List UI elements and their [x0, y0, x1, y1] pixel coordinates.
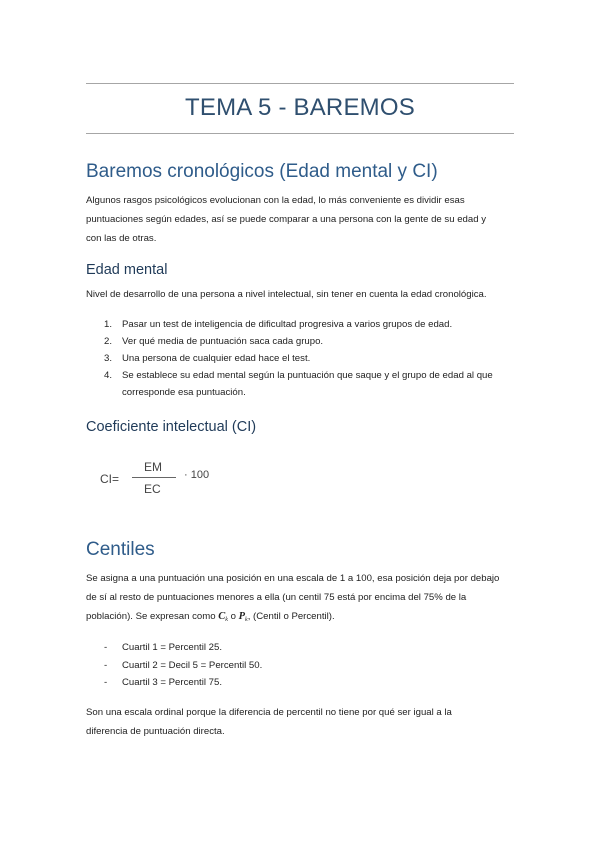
list-dash: -: [104, 677, 108, 688]
centil-symbol: C: [218, 611, 226, 622]
list-number: 3.: [104, 353, 113, 364]
ci-formula: [96, 458, 236, 502]
percentil-subscript: k: [245, 617, 248, 623]
intro-paragraph: [86, 191, 518, 248]
formula-denominator: EC: [144, 482, 161, 496]
list-item: [86, 674, 518, 692]
cuartiles-list: [86, 639, 518, 692]
list-text: Cuartil 1 = Percentil 25.: [122, 642, 222, 653]
page-title: TEMA 5 - BAREMOS: [185, 94, 415, 121]
list-item: [86, 367, 518, 401]
intro-line: Algunos rasgos psicológicos evolucionan con la edad, lo más conveniente es dividir esas: [86, 195, 465, 206]
list-text: Cuartil 3 = Percentil 75.: [122, 677, 222, 688]
closing-paragraph: [86, 703, 518, 741]
paragraph-text: , (Centil o Percentil).: [247, 611, 335, 622]
list-dash: -: [104, 659, 108, 671]
list-number: 4.: [104, 370, 113, 381]
list-text: Ver qué media de puntuación saca cada grupo.: [122, 336, 324, 347]
list-text: corresponde esa puntuación.: [122, 387, 246, 398]
centiles-paragraph: [86, 569, 518, 630]
title-top-rule: [86, 83, 514, 84]
section-heading-centiles: Centiles: [86, 539, 155, 560]
paragraph-line: de sí al resto de puntuaciones menores a ella (un centil 75 está por encima del 75% de la: [86, 592, 467, 603]
formula-lhs: CI=: [100, 472, 120, 486]
formula-multiplier: · 100: [184, 469, 210, 481]
list-item: [86, 657, 518, 675]
intro-line: con las de otras.: [86, 233, 157, 244]
section-heading-baremos: Baremos cronológicos (Edad mental y CI): [86, 161, 438, 182]
paragraph-text: población). Se expresan como: [86, 611, 219, 622]
paragraph-text: o: [227, 611, 239, 622]
centil-subscript: k: [225, 617, 228, 623]
list-text: Una persona de cualquier edad hace el test.: [122, 353, 311, 364]
list-item: [86, 350, 518, 367]
list-dash: -: [104, 642, 108, 653]
intro-line: puntuaciones según edades, así se puede comparar a una persona con la gente de su edad y: [86, 214, 487, 225]
paragraph-line: Son una escala ordinal porque la diferencia de percentil no tiene por qué ser igual a la: [86, 707, 452, 718]
list-text: Pasar un test de inteligencia de dificultad progresiva a varios grupos de edad.: [122, 319, 453, 330]
formula-fraction-bar: [132, 477, 176, 478]
paragraph-line: diferencia de puntuación directa.: [86, 726, 225, 737]
subheading-ci: Coeficiente intelectual (CI): [86, 419, 257, 435]
list-number: 2.: [104, 336, 113, 347]
list-text: Cuartil 2 = Decil 5 = Percentil 50.: [122, 659, 263, 671]
paragraph-line: [86, 607, 518, 630]
formula-numerator: EM: [144, 460, 162, 474]
title-bottom-rule: [86, 133, 514, 134]
edad-mental-definition: Nivel de desarrollo de una persona a nivel intelectual, sin tener en cuenta la edad cronológica.: [86, 289, 487, 300]
subheading-edad-mental: Edad mental: [86, 262, 168, 278]
list-text: Se establece su edad mental según la puntuación que saque y el grupo de edad al que: [122, 370, 493, 381]
percentil-symbol: P: [238, 611, 246, 622]
steps-list: [86, 316, 518, 401]
paragraph-line: Se asigna a una puntuación una posición en una escala de 1 a 100, esa posición deja por debajo: [86, 573, 500, 584]
list-item: [86, 639, 518, 657]
list-number: 1.: [104, 319, 113, 330]
list-item: [86, 333, 518, 350]
list-item: [86, 316, 518, 333]
